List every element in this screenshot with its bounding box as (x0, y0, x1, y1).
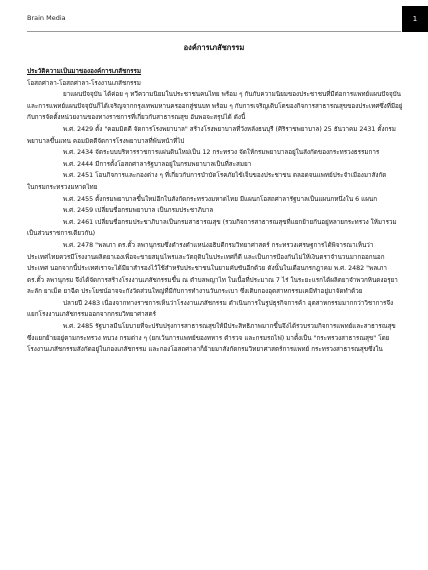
paragraph: พ.ศ. 2485 รัฐบาลมีนโยบายที่จะปรับปรุงการสาธารณสุขให้มีประสิทธิภาพมากขึ้นจึงได้รวบรวมกิจการแพทย์และสาธารณสุข ซึ่งแยกย้ายอยู่ตามกระทรวง ทบวง กรมต่าง ๆ (ยกเว้นการแพทย์ของทหาร ตำรวจ และกรมรถไฟ) มาตั้งเป็น "กระทรวงสาธารณสุข" โดยโรงงานเภสัชกรรมสังกัดอยู่ในกองเภสัชกรรม และกองโอสถศาลาก็ย้ายมาสังกัดกรมวิทยาศาสตร์การแพทย์ กระทรวงสาธารณสุขซึ่งใน (27, 323, 396, 354)
paragraph: พ.ศ. 2429 ตั้ง "คอมมิตตี จัดการโรงพยาบาล" สร้างโรงพยาบาลที่วังหลังธนบุรี (ศิริราชพยาบาล) 25 ธันวาคม 2431 ตั้งกรมพยาบาลขึ้นแทน คอมมิตตีจัดการโรงพยาบาลที่พ้นหน้าที่ไป (27, 125, 396, 145)
paragraph: พ.ศ. 2455 ตั้งกรมพยาบาลขึ้นใหม่อีกในสังกัดกระทรวงมหาดไทย มีแผนกโอสถศาลารัฐบาลเป็นแผนกหนึ่งใน 6 แผนก (63, 195, 378, 203)
document-body (27, 66, 404, 356)
paragraph: พ.ศ. 2434 จัดระบบบริหารราชการแผ่นดินใหม่เป็น 12 กระทรวง จัดให้กรมพยาบาลอยู่ในสังกัดของกระทรวงธรรมการ (63, 149, 380, 157)
document-title: องค์การเภสัชกรรม (183, 43, 245, 52)
header-divider (27, 31, 401, 32)
paragraph: ปลายปี 2483 เนื่องจากทางราชการเห็นว่าโรงงานเภสัชกรรม ดำเนินการในรูปธุรกิจการค้า อุตสาหกรรมมากกว่าวิชาการจึงแยกโรงงานเภสัชกรรมออกจากกรมวิทยาศาสตร์ (27, 299, 394, 319)
paragraph: พ.ศ. 2461 เปลี่ยนชื่อกรมประชาภิบาลเป็นกรมสาธารณสุข (รวมกิจการสาธารณสุขที่แยกย้ายกันอยู่หลายกระทรวง ให้มารวมเป็นส่วนราชการเดียวกัน) (27, 218, 397, 238)
paragraph: พ.ศ. 2478 "พลเภา ดร.ตั้ว ลพานุกรมซึ่งดำรงตำแหน่งอธิบดีกรมวิทยาศาสตร์ กระทรวงเศรษฐการได้พิจารณาเห็นว่าประเทศไทยควรมีโรงงานผลิตยาเองเพื่อจะขายสมุนไพรและวัตถุดิบในประเทศก็ดี และเป็นการป้องกันไม่ให้เงินตราจำนวนมากออกนอกประเทศ นอกจากนี้ประเทศเราจะได้มียาสำรองไว้ใช้สำหรับประชาชนในยามคับขันอีกด้วย ดังนั้นในเดือนกรกฎาคม พ.ศ. 2482 "พลเภา ดร.ตั้ว ลพานุกรม จึงได้จัดการสร้างโรงงานเภสัชกรรมขึ้น ณ ตำบลพญาไท ในเนื้อที่ประมาณ 7 ไร่ ในระยะแรกได้ผลิตยาจำพวกหินดงอรุยาละลัก ยาเม็ด ยาฉีด ประโยชน์อาจจะกังวัดส่วนใหญ่ที่มีกับการทำงานวันกระเบา ซึ่งเติบกองอุตสาหกรรมเคมีทำอยู่มาจัดทำด้วย (27, 241, 398, 296)
page-number-badge: 1 (402, 6, 428, 32)
page-header-label: Brain Media (27, 14, 66, 22)
paragraph: พ.ศ. 2444 มีการตั้งโอสถศาลารัฐบาลอยู่ในกรมพยาบาลเป็นที่สะสมยา (63, 160, 252, 168)
section-subheading: โอสถศาลา-โอสถศาลา-โรงงานเภสัชกรรม (27, 79, 141, 87)
paragraph: พ.ศ. 2459 เปลี่ยนชื่อกรมพยาบาล เป็นกรมประชาภิบาล (63, 207, 214, 215)
section-heading: ประวัติความเป็นมาขององค์การเภสัชกรรม (27, 68, 142, 75)
paragraph: พ.ศ. 2451 โอนกิจการและกองต่าง ๆ ที่เกี่ยวกับการบำบัดโรคภัยไข้เจ็บของประชาชน ตลอดจนแพทย์ประจำเมืองมาสังกัดในกรมกระทรวงมหาดไทย (27, 172, 387, 191)
paragraph: ยาแผนปัจจุบัน ได้ค่อย ๆ ทวีความนิยมในประชาชนคนไทย พร้อม ๆ กันกับความนิยมของประชาชนที่มีต่อการแพทย์แผนปัจจุบัน และการแพทย์แผนปัจจุบันก็ได้เจริญจากกรุงเทพมหานครออกสู่ชนบท พร้อม ๆ กับการเจริญเติบโตของกิจการสาธารณสุขของประเทศซึ่งที่มีอยู่กับการจัดตั้งหน่วยงานของทางราชการที่เกี่ยวกับสาธารณสุข อันพอจะสรุปได้ ดังนี้ (27, 91, 403, 122)
